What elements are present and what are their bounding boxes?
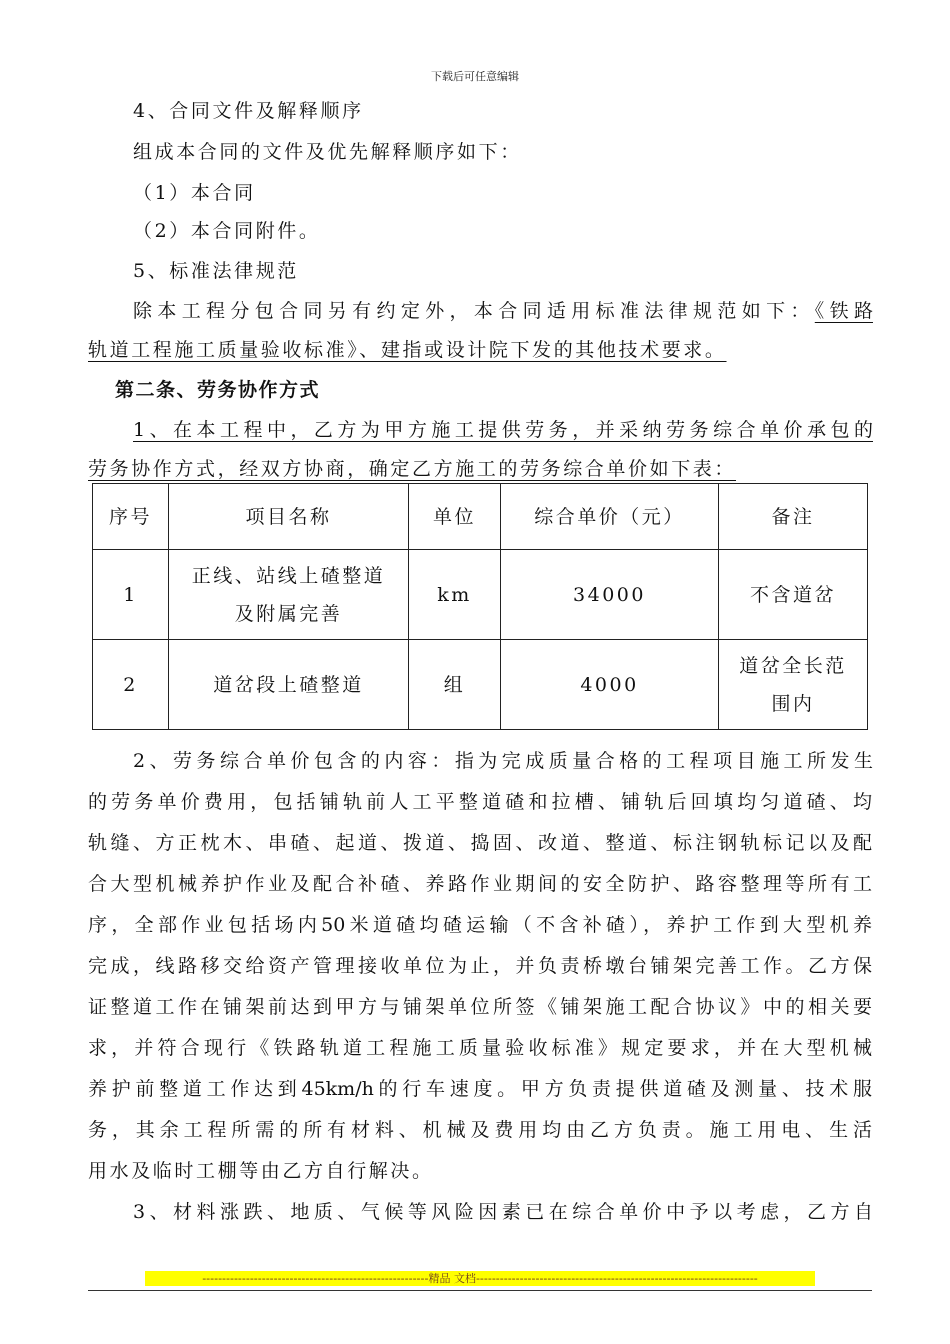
section5-line2-underlined: 轨道工程施工质量验收标准》、建指或设计院下发的其他技术要求。 xyxy=(88,339,727,361)
para2-line: 轨缝、方正枕木、串碴、起道、拨道、捣固、改道、整道、标注钢轨标记以及配 xyxy=(88,832,872,854)
table-cell-price: 4000 xyxy=(501,640,719,730)
section4-title: 4、合同文件及解释顺序 xyxy=(133,100,364,122)
table-cell-name xyxy=(169,550,409,640)
section4-item-2: （2）本合同附件。 xyxy=(133,220,321,242)
table-cell-no: 1 xyxy=(93,550,169,640)
table-cell-name xyxy=(169,640,409,730)
table-cell-note xyxy=(719,640,868,730)
table-cell-note-line2: 围内 xyxy=(771,692,815,715)
table-cell-name-line1: 道岔段上碴整道 xyxy=(213,673,364,696)
article2-title: 第二条、劳务协作方式 xyxy=(115,379,321,401)
table-header-row xyxy=(93,484,868,550)
para2-line: 用水及临时工棚等由乙方自行解决。 xyxy=(88,1160,434,1182)
table-cell-note-line1: 道岔全长范 xyxy=(739,654,847,677)
para2-line: 序，全部作业包括场内50米道碴均碴运输（不含补碴），养护工作到大型机养 xyxy=(88,914,872,936)
table-cell-name-line1: 正线、站线上碴整道 xyxy=(191,564,386,587)
para2-line: 完成，线路移交给资产管理接收单位为止，并负责桥墩台铺架完善工作。乙方保 xyxy=(88,955,872,977)
footer-dashes-left: --------------------------------------------------------- xyxy=(202,1272,429,1285)
para2-line: 证整道工作在铺架前达到甲方与铺架单位所签《铺架施工配合协议》中的相关要 xyxy=(88,996,872,1018)
price-table xyxy=(92,483,868,730)
footer-banner xyxy=(145,1271,815,1286)
table-cell-unit: 组 xyxy=(409,640,501,730)
table-cell-no: 2 xyxy=(93,640,169,730)
table-row xyxy=(93,640,868,730)
section5-title: 5、标准法律规范 xyxy=(133,260,299,282)
table-row xyxy=(93,550,868,640)
table-cell-price: 34000 xyxy=(501,550,719,640)
table-header-cell: 综合单价（元） xyxy=(501,484,719,550)
footer-rule xyxy=(88,1290,872,1291)
section5-line2 xyxy=(88,335,788,362)
para2-line: 合大型机械养护作业及配合补碴、养路作业期间的安全防护、路容整理等所有工 xyxy=(88,873,872,895)
table-cell-name-line2: 及附属完善 xyxy=(234,602,343,625)
section4-item-1: （1）本合同 xyxy=(133,182,256,204)
para2-line: 的劳务单价费用，包括铺轨前人工平整道碴和拉槽、铺轨后回填均匀道碴、均 xyxy=(88,791,872,813)
section5-line1-underlined: 《铁路 xyxy=(814,300,873,322)
para2-line: 务，其余工程所需的所有材料、机械及费用均由乙方负责。施工用电、生活 xyxy=(88,1119,872,1141)
article2-p1-line1: 1、在本工程中，乙方为甲方施工提供劳务，并采纳劳务综合单价承包的 xyxy=(133,419,873,441)
footer-label: 精品 文档 xyxy=(428,1272,476,1285)
table-cell-unit: km xyxy=(409,550,501,640)
para2-line: 求，并符合现行《铁路轨道工程施工质量验收标准》规定要求，并在大型机械 xyxy=(88,1037,872,1059)
section5-line1-text: 除本工程分包合同另有约定外，本合同适用标准法律规范如下： xyxy=(133,300,815,322)
table-cell-note xyxy=(719,550,868,640)
para3-line: 3、材料涨跌、地质、气候等风险因素已在综合单价中予以考虑，乙方自 xyxy=(133,1201,873,1223)
table-header-cell: 序号 xyxy=(93,484,169,550)
page-header: 下载后可任意编辑 xyxy=(431,70,519,83)
table-cell-note-line1: 不含道岔 xyxy=(749,583,836,606)
table-header-cell: 项目名称 xyxy=(169,484,409,550)
table-header-cell: 单位 xyxy=(409,484,501,550)
para2-line: 2、劳务综合单价包含的内容：指为完成质量合格的工程项目施工所发生 xyxy=(133,750,873,772)
table-header-cell: 备注 xyxy=(719,484,868,550)
para2-line: 养护前整道工作达到45km/h的行车速度。甲方负责提供道碴及测量、技术服 xyxy=(88,1078,872,1100)
article2-p1-line2 xyxy=(88,454,788,481)
section4-intro: 组成本合同的文件及优先解释顺序如下： xyxy=(133,141,522,163)
section5-line1 xyxy=(133,296,873,323)
footer-dashes-right: ----------------------------------------------------------------------- xyxy=(475,1272,758,1285)
article2-p1-line2-text: 劳务协作方式，经双方协商，确定乙方施工的劳务综合单价如下表： xyxy=(88,458,737,480)
